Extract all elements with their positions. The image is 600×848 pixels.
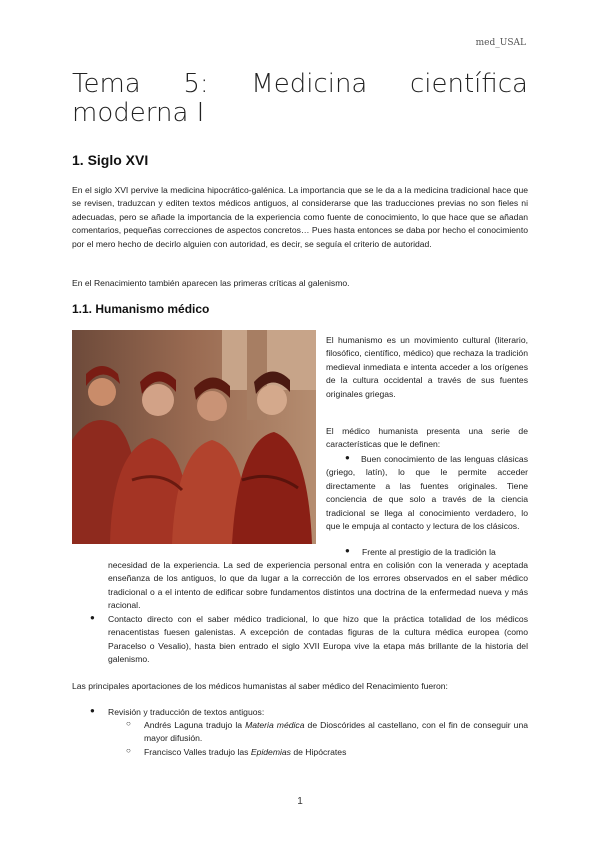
sub-bullet-valles: Francisco Valles tradujo las Epidemias de Hipócrates: [144, 747, 347, 757]
paragraph-renacimiento: En el Renacimiento también aparecen las primeras críticas al galenismo.: [72, 278, 350, 288]
bullet-contacto-directo: Contacto directo con el saber médico tradicional, lo que hizo que la práctica totalidad de los médicos renacentistas fuesen galenistas. A excepción de contadas figuras de la cultura médica europea (como Paracelso o Vesalio), hasta bien entrado el siglo XVII Europa vive la etapa más brillante de la historia del galenismo.: [108, 614, 528, 665]
sub-bullet-laguna: Andrés Laguna tradujo la Materia médica de Dioscórides al castellano, con el fin de conseguir una mayor difusión.: [144, 720, 529, 744]
bullet-lenguas-clasicas: Buen conocimiento de las lenguas clásicas (griego, latín), lo que le permite acceder directamente a las fuentes originales. Tiene conciencia de que solo a través de la ciencia tradicional se llega al conocimiento verdadero, lo que le empuja al contacto y lectura de los clásicos.: [326, 454, 528, 532]
sub-bullet-circle: ○: [126, 719, 131, 728]
bullet-experiencia-start: Frente al prestigio de la tradición la: [362, 547, 496, 557]
bullet-dot: ●: [90, 613, 95, 622]
header-tag: med_USAL: [475, 38, 526, 48]
bullet-dot: ●: [90, 706, 95, 715]
paragraph-caracteristicas: El médico humanista presenta una serie de características que le definen:: [326, 426, 528, 450]
renaissance-painting: [72, 330, 316, 544]
bullet-revision: Revisión y traducción de textos antiguos:: [108, 707, 265, 717]
paragraph-humanismo: El humanismo es un movimiento cultural (literario, filosófico, científico, médico) que rechaza la tradición medieval inmediata e intenta acceder a los orígenes de la cultura occidental a través de sus fuentes originales griegas.: [326, 335, 528, 399]
section-heading-1-1: 1.1. Humanismo médico: [72, 302, 210, 316]
paragraph-siglo-xvi: En el siglo XVI pervive la medicina hipocrático-galénica. La importancia que se le da a la medicina tradicional hace que se revisen, traduzcan y editen textos médicos antiguos, al considerarse que las traducciones previas no son fieles ni adecuadas, pero se añade la importancia de la experiencia como fuente de conocimiento, lo que hace que se añadan comentarios, pequeñas correcciones de aspectos concretos… Pues hasta entonces se daba por hecho el conocimiento por el mero hecho de decirlo alguien con autoridad, es decir, se seguía el criterio de autoridad.: [72, 185, 528, 249]
bullet-experiencia-rest: necesidad de la experiencia. La sed de experiencia personal entra en colisión con la venerada y aceptada enseñanza de los antiguos, lo que da lugar a la corrección de los errores observados en el saber médico tradicional o a el intento de edificar sobre fundamentos distintos una doctrina de la enfermedad nueva y más racional.: [108, 560, 528, 611]
paragraph-aportaciones: Las principales aportaciones de los médicos humanistas al saber médico del Renacimiento fueron:: [72, 681, 448, 691]
bullet-dot: ●: [345, 546, 350, 555]
bullet-dot: ●: [345, 453, 350, 462]
section-heading-1: 1. Siglo XVI: [72, 152, 149, 168]
page-title: Tema 5: Medicina científica moderna I: [72, 69, 528, 128]
page-number: 1: [297, 796, 303, 807]
sub-bullet-circle: ○: [126, 746, 131, 755]
